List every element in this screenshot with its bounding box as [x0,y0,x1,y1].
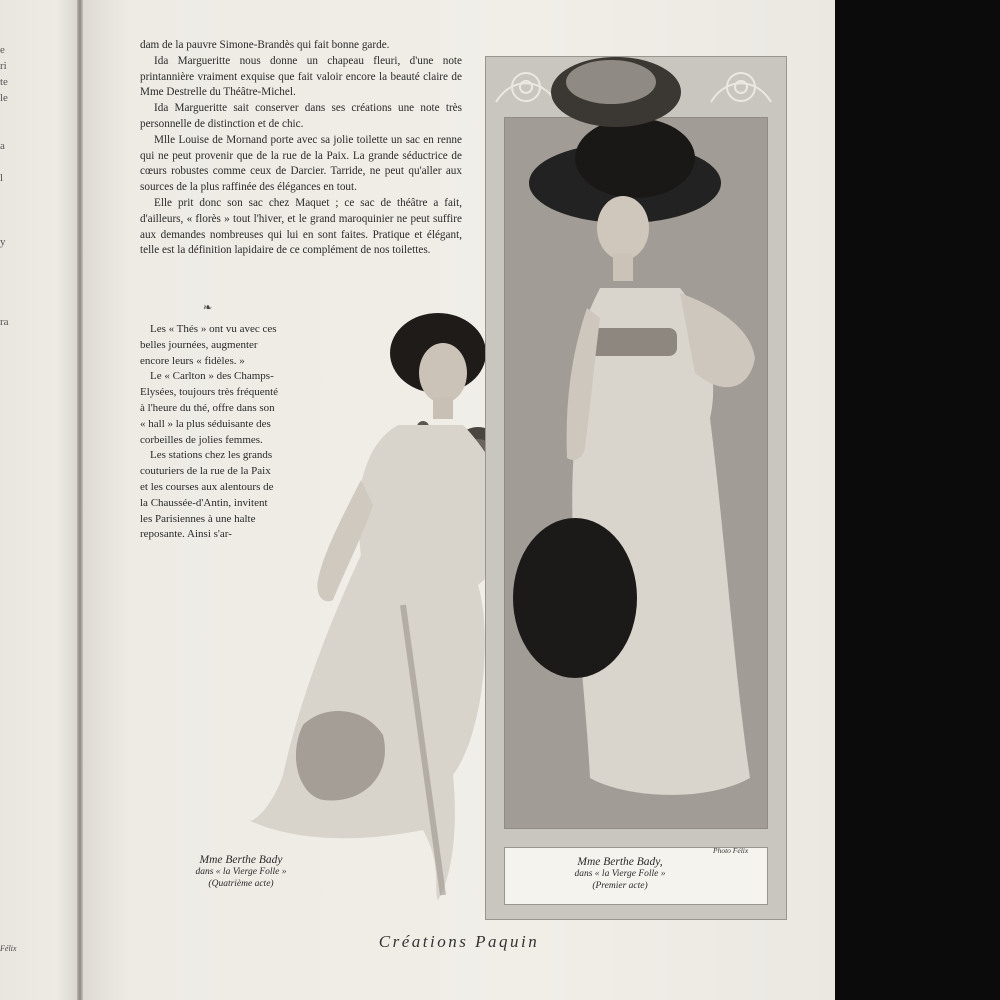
caption-line: (Quatrième acte) [208,879,274,889]
background-dark [835,0,1000,1000]
edge-letter: le [0,92,8,104]
paragraph: Elle prit donc son sac chez Maquet ; ce sac de théâtre a fait, d'ailleurs, « florès » tout l'hiver, et le grand maroquinier ne peut suffire aux demandes nombreuses qui lui en sont faites. Pratique et élégant, telle est la définition lapidaire de ce complément de nos toilettes. [140,196,462,257]
feather-plume-ornament [546,37,686,127]
paragraph: Les stations chez les grands couturiers de la rue de la Paix et les courses aux alentours de la Chaussée-d'Antin, invitent les Parisiennes à une halte reposante. Ainsi s'ar- [140,449,274,541]
paragraph: dam de la pauvre Simone-Brandès qui fait bonne garde. [140,39,390,51]
paragraph: Ida Margueritte sait conserver dans ses créations une note très personnelle de distinction et de chic. [140,102,462,130]
standing-woman-photo [505,118,767,828]
right-photo-caption [505,856,735,892]
photo-credit: Photo Félix [713,846,749,855]
facing-page [0,0,80,1000]
edge-letter: l [0,172,4,184]
edge-letter: e [0,44,5,56]
face-shape [597,196,649,260]
magazine-page [83,0,835,1000]
left-photo-caption [161,854,321,890]
paragraph: Les « Thés » ont vu avec ces belles journées, augmenter encore leurs « fidèles. » [140,323,277,367]
article-top-column [140,38,462,259]
edge-letter: ra [0,316,9,328]
paragraph: Le « Carlton » des Champs-Elysées, toujours très fréquenté à l'heure du thé, offre dans son « hall » la plus séduisante des corbeilles de jolies femmes. [140,370,279,446]
framed-caption-box [504,847,768,905]
page-footer-title: Créations Paquin [378,932,540,951]
facing-page-credit: Félix [0,944,17,953]
fur-muff-shape [513,518,637,678]
framed-photo-panel [485,56,787,920]
caption-line: (Premier acte) [592,881,648,891]
edge-letter: a [0,140,5,152]
paragraph: Mlle Louise de Mornand porte avec sa jolie toilette un sac en renne qui ne peut provenir que de la rue de la Paix. La grande séductrice de cœurs robustes comme ceux de Darcier. Tarride, ne peut qu'aller aux sources de la plus raffinée des élégances en tout. [140,133,462,194]
caption-line: dans « la Vierge Folle » [195,867,287,877]
section-ornament: ❧ [203,302,213,314]
caption-name: Mme Berthe Bady [199,854,283,866]
paragraph: Ida Margueritte nous donne un chapeau fleuri, d'une note printannière vraiment exquise que fait valoir encore la beauté claire de Mme Destrelle du Théâtre-Michel. [140,54,462,99]
edge-letter: y [0,236,6,248]
face-shape [419,343,467,403]
caption-name: Mme Berthe Bady, [577,856,663,868]
edge-letter: ri [0,60,7,72]
photo-inner-frame [504,117,768,829]
edge-letter: te [0,76,8,88]
caption-line: dans « la Vierge Folle » [574,869,666,879]
